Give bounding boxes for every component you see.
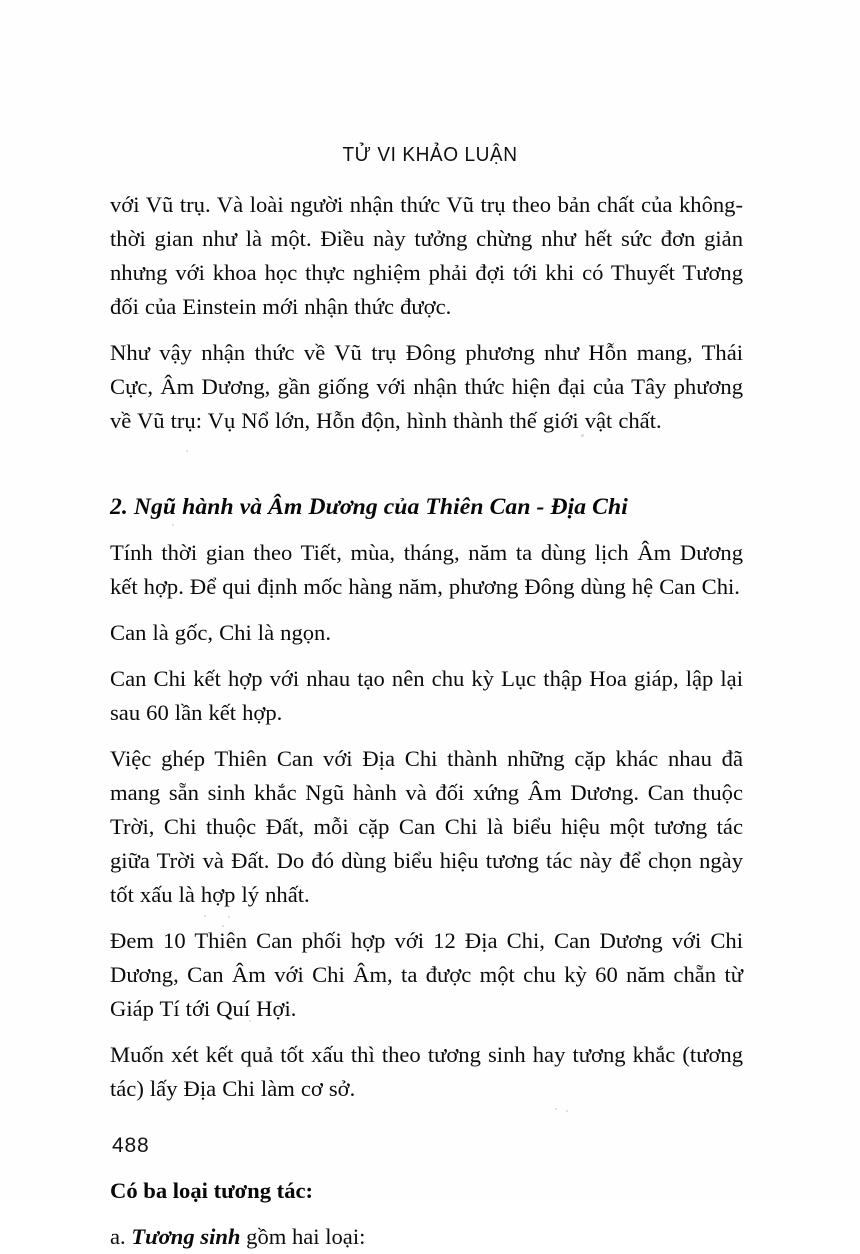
running-header: TỬ VI KHẢO LUẬN xyxy=(342,143,518,166)
item-a-term: Tương sinh xyxy=(131,1224,241,1249)
paragraph-tinh-thoi-gian: Tính thời gian theo Tiết, mùa, tháng, năm ta dùng lịch Âm Dương kết hợp. Để qui định mốc hàng năm, phương Đông dùng hệ Can Chi. xyxy=(110,540,743,599)
section-heading-2: 2. Ngũ hành và Âm Dương của Thiên Can - Địa Chi xyxy=(110,494,628,520)
page-number: 488 xyxy=(112,1134,150,1157)
paragraph-nhu-vay: Như vậy nhận thức về Vũ trụ Đông phương như Hỗn mang, Thái Cực, Âm Dương, gần giống với nhận thức hiện đại của Tây phương về Vũ trụ: Vụ Nổ lớn, Hỗn độn, hình thành thế giới vật chất. xyxy=(110,340,743,433)
paragraph-vu-tru: với Vũ trụ. Và loài người nhận thức Vũ trụ theo bản chất của không- thời gian như là một. Điều này tưởng chừng như hết sức đơn giản nhưng với khoa học thực nghiệm phải đợi tới khi có Thuyết Tương đối của Einstein mới nhận thức được. xyxy=(110,192,743,319)
item-a-rest: gồm hai loại: xyxy=(240,1224,366,1249)
spacer-before-subsection xyxy=(110,1118,743,1174)
item-a-prefix: a. xyxy=(110,1224,132,1249)
list-item-a xyxy=(110,1220,743,1254)
paragraph-muon-xet: Muốn xét kết quả tốt xấu thì theo tương sinh hay tương khắc (tương tác) lấy Địa Chi làm cơ sở. xyxy=(110,1042,743,1101)
spacer-before-item-a xyxy=(110,1208,743,1220)
paragraph-can-chi-ket-hop: Can Chi kết hợp với nhau tạo nên chu kỳ Lục thập Hoa giáp, lập lại sau 60 lần kết hợp. xyxy=(110,666,743,725)
paragraph-can-la-goc: Can là gốc, Chi là ngọn. xyxy=(110,620,331,645)
subsection-lead-bold: Có ba loại tương tác: xyxy=(110,1178,314,1203)
paragraph-viec-ghep: Việc ghép Thiên Can với Địa Chi thành những cặp khác nhau đã mang sẵn sinh khắc Ngũ hành và đối xứng Âm Dương. Can thuộc Trời, Chi thuộc Đất, mỗi cặp Can Chi là biểu hiệu một tương tác giữa Trời và Đất. Do đó dùng biểu hiệu tương tác này để chọn ngày tốt xấu là hợp lý nhất. xyxy=(110,746,743,907)
paragraph-dem-10: Đem 10 Thiên Can phối hợp với 12 Địa Chi, Can Dương với Chi Dương, Can Âm với Chi Âm, ta được một chu kỳ 60 năm chẵn từ Giáp Tí tới Quí Hợi. xyxy=(110,928,743,1021)
text-column xyxy=(110,188,743,1254)
spacer-before-heading xyxy=(110,450,743,490)
spacer-after-heading xyxy=(110,524,743,536)
